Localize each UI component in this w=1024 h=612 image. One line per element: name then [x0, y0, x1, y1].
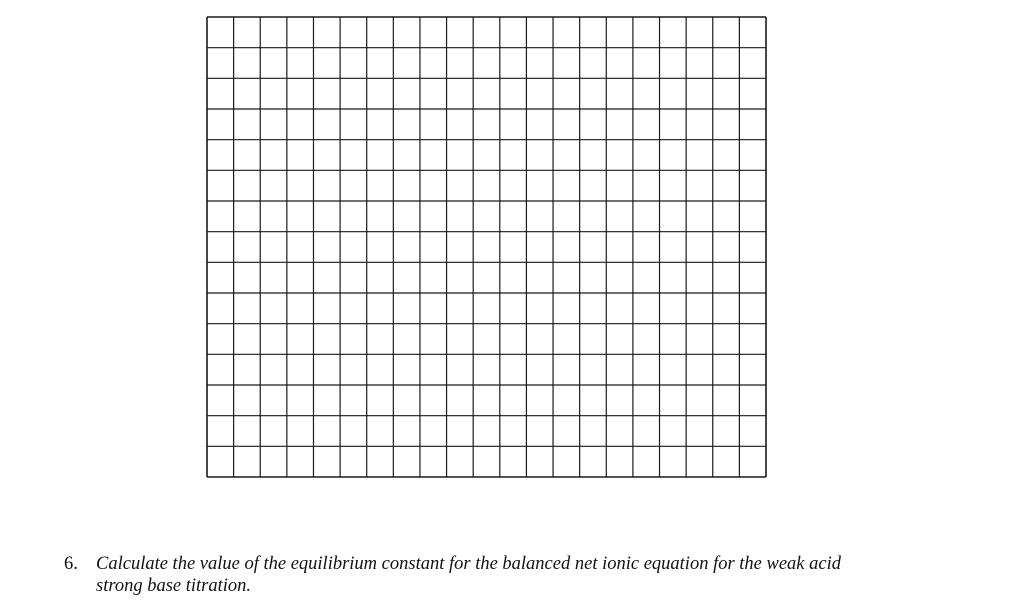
question-text-line-2: strong base titration.: [96, 576, 252, 596]
question-number: 6.: [64, 554, 78, 574]
question-text-line-1: Calculate the value of the equilibrium constant for the balanced net ionic equation for the weak acid: [96, 554, 841, 574]
question-text: [96, 553, 956, 597]
